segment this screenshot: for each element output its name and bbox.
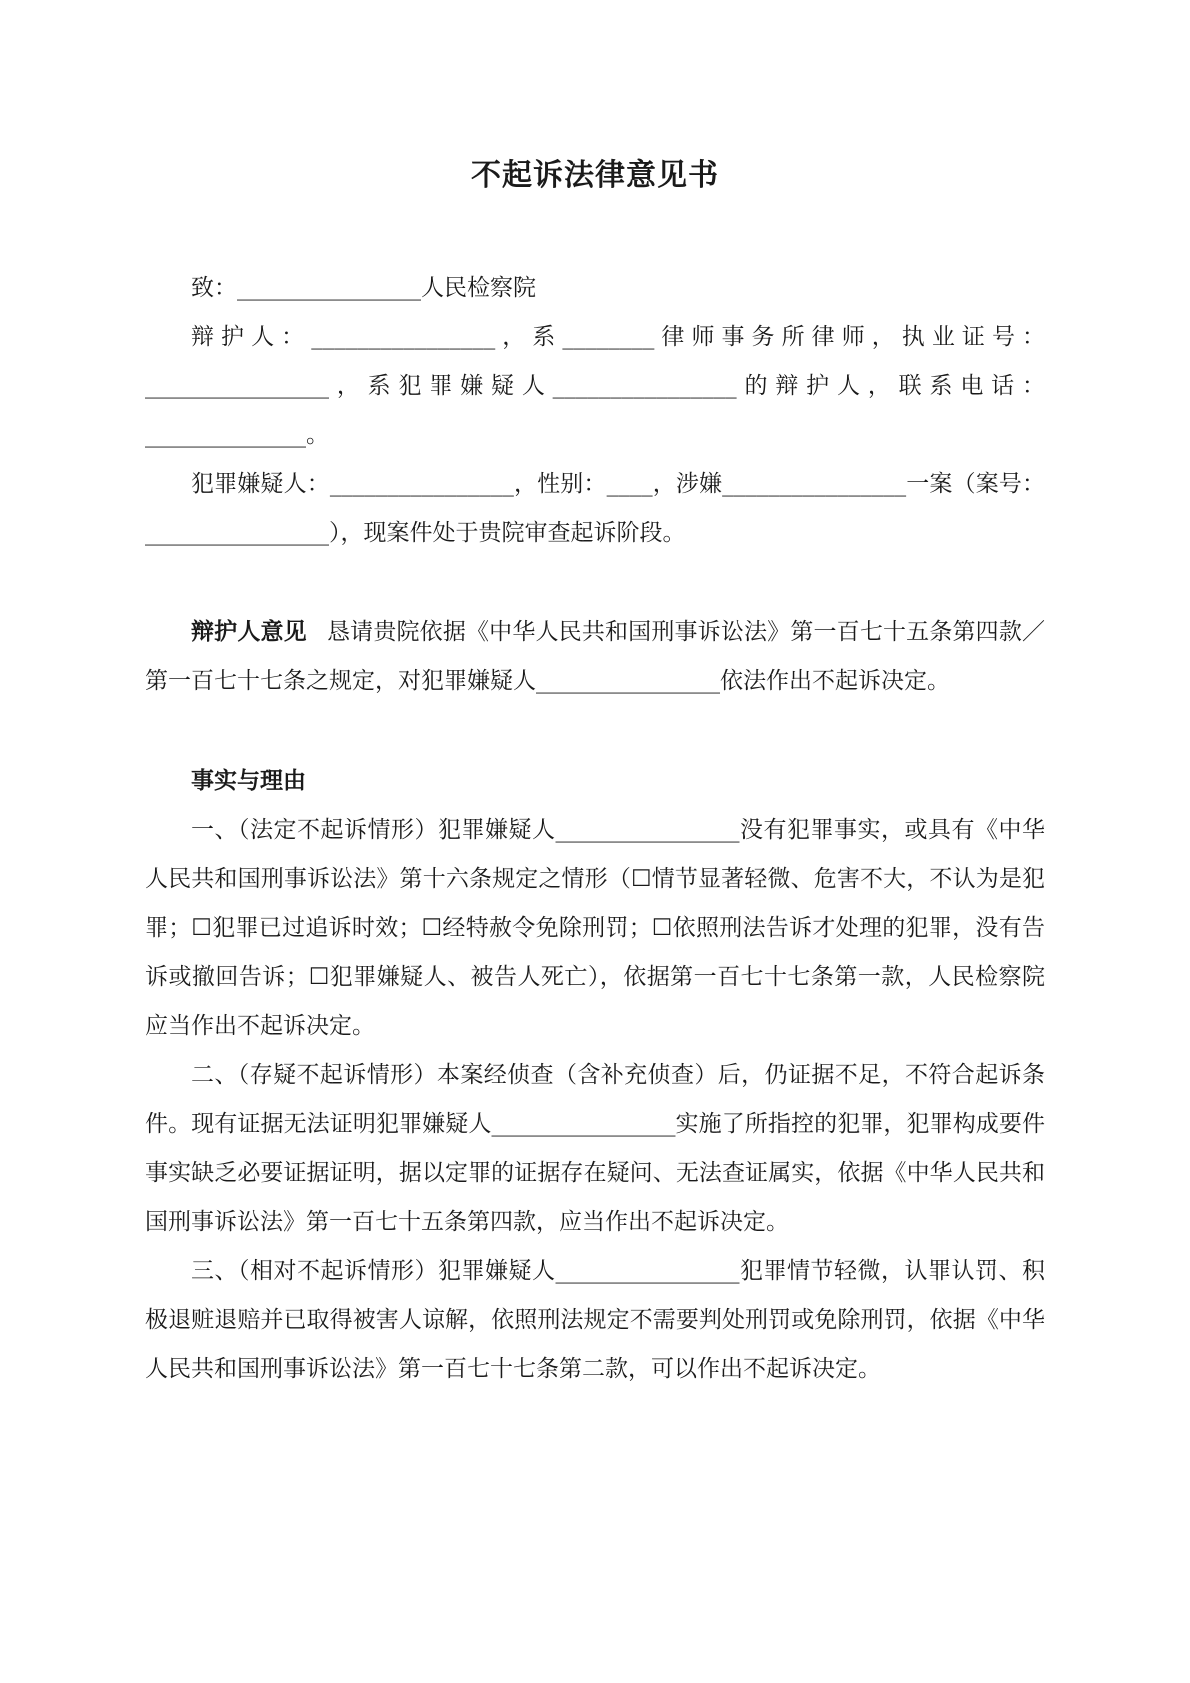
facts-section: [145, 757, 1045, 1394]
opinion-paragraph: [145, 608, 1045, 706]
opinion-text: 恳请贵院依据《中华人民共和国刑事诉讼法》第一百七十五条第四款／第一百七十七条之规定，对犯罪嫌疑人________________依法作出不起诉决定。: [145, 619, 1046, 694]
document-title: 不起诉法律意见书: [471, 158, 719, 193]
opinion-label: 辩护人意见: [191, 619, 307, 645]
fact-item-3: 三、（相对不起诉情形）犯罪嫌疑人________________犯罪情节轻微，认罪认罚、积极退赃退赔并已取得被害人谅解，依照刑法规定不需要判处刑罚或免除刑罚，依据《中华人民共和国刑事诉讼法》第一百七十七条第二款，可以作出不起诉决定。: [145, 1258, 1045, 1382]
fact-item-1: 一、（法定不起诉情形）犯罪嫌疑人________________没有犯罪事实，或具有《中华人民共和国刑事诉讼法》第十六条规定之情形（☐情节显著轻微、危害不大，不认为是犯罪；☐犯罪已过追诉时效；☐经特赦令免除刑罚；☐依照刑法告诉才处理的犯罪，没有告诉或撤回告诉；☐犯罪嫌疑人、被告人死亡），依据第一百七十七条第一款，人民检察院应当作出不起诉决定。: [145, 817, 1045, 1039]
addressee-line: 致：________________人民检察院: [191, 275, 536, 301]
fact-item-2: 二、（存疑不起诉情形）本案经侦查（含补充侦查）后，仍证据不足，不符合起诉条件。现有证据无法证明犯罪嫌疑人________________实施了所指控的犯罪，犯罪构成要件事实缺乏必要证据证明，据以定罪的证据存在疑问、无法查证属实，依据《中华人民共和国刑事诉讼法》第一百七十五条第四款，应当作出不起诉决定。: [145, 1062, 1045, 1235]
defender-paragraph: 辩护人：________________，系________律师事务所律师，执业证号：________________，系犯罪嫌疑人________________的辩护人，联系电话：______________。: [145, 324, 1045, 448]
facts-heading: 事实与理由: [191, 768, 306, 794]
header-section: [145, 264, 1045, 558]
opinion-section: [145, 608, 1045, 706]
suspect-paragraph: 犯罪嫌疑人：________________，性别：____，涉嫌________________一案（案号：________________），现案件处于贵院审查起诉阶段。: [145, 471, 1045, 546]
